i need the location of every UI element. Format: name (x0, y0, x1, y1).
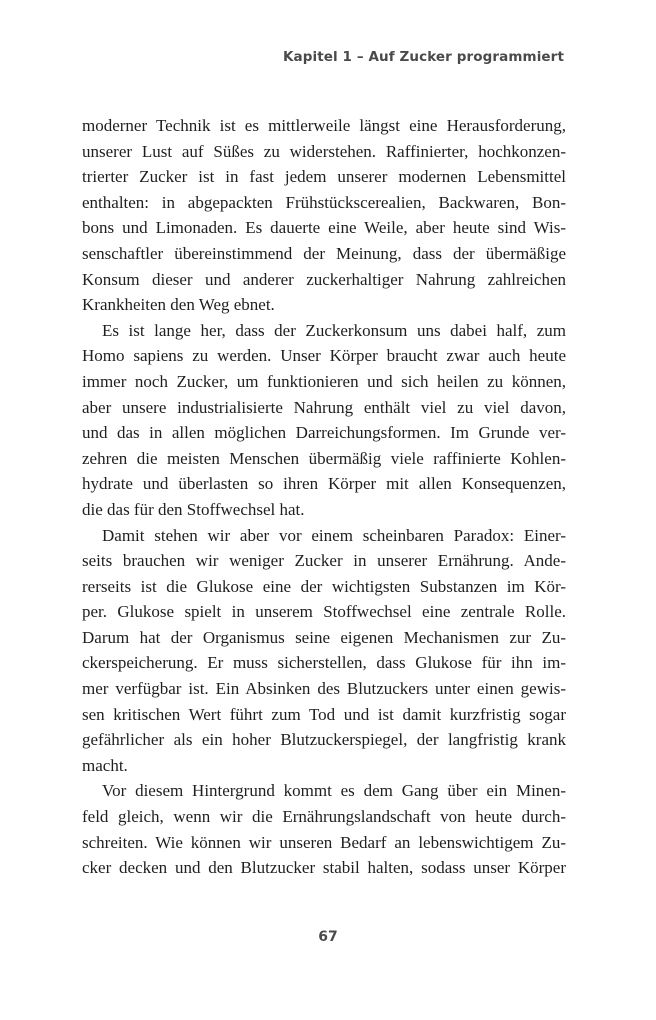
text-line: per. Glukose spielt in unserem Stoffwechsel eine zentrale Rolle. (82, 602, 566, 622)
page-number: 67 (318, 929, 338, 945)
text-line: bons und Limonaden. Es dauerte eine Weile, aber heute sind Wis- (82, 218, 566, 238)
text-line: Es ist lange her, dass der Zuckerkonsum uns dabei half, zum (102, 320, 566, 340)
text-line: hydrate und überlasten so ihren Körper mit allen Konsequenzen, (82, 474, 566, 494)
text-line: aber unsere industrialisierte Nahrung enthält viel zu viel davon, (82, 397, 566, 417)
text-line: Darum hat der Organismus seine eigenen Mechanismen zur Zu- (82, 627, 566, 647)
text-line: Krankheiten den Weg ebnet. (82, 295, 275, 315)
text-line: Vor diesem Hintergrund kommt es dem Gang über ein Minen- (102, 781, 566, 801)
text-line: senschaftler übereinstimmend der Meinung, dass der übermäßige (82, 243, 566, 263)
running-header: Kapitel 1 – Auf Zucker programmiert (282, 49, 564, 65)
body-text (82, 113, 566, 881)
text-line: macht. (82, 755, 128, 775)
text-line: unserer Lust auf Süßes zu widerstehen. Raffinierter, hochkonzen- (82, 141, 566, 161)
text-line: cker decken und den Blutzucker stabil halten, sodass unser Körper (82, 858, 566, 878)
text-line: sen kritischen Wert führt zum Tod und ist damit kurzfristig sogar (82, 704, 566, 724)
text-line: moderner Technik ist es mittlerweile längst eine Herausforderung, (82, 116, 566, 135)
text-line: seits brauchen wir weniger Zucker in unserer Ernährung. Ande- (82, 551, 566, 571)
text-line: enthalten: in abgepackten Frühstückscerealien, Backwaren, Bon- (82, 192, 566, 212)
text-line: Damit stehen wir aber vor einem scheinbaren Paradox: Einer- (102, 525, 566, 545)
text-line: Homo sapiens zu werden. Unser Körper braucht zwar auch heute (82, 346, 566, 366)
text-line: trierter Zucker ist in fast jedem unserer modernen Lebensmittel (82, 167, 566, 187)
text-line: rerseits ist die Glukose eine der wichtigsten Substanzen im Kör- (82, 576, 566, 596)
text-line: und das in allen möglichen Darreichungsformen. Im Grunde ver- (82, 423, 566, 443)
text-line: feld gleich, wenn wir die Ernährungslandschaft von heute durch- (82, 807, 566, 827)
text-line: ckerspeicherung. Er muss sicherstellen, dass Glukose für ihn im- (82, 653, 566, 673)
text-line: mer verfügbar ist. Ein Absinken des Blutzuckers unter einen gewis- (82, 679, 566, 699)
text-line: zehren die meisten Menschen übermäßig viele raffinierte Kohlen- (82, 448, 566, 468)
text-line: gefährlicher als ein hoher Blutzuckerspiegel, der langfristig krank (82, 730, 566, 750)
text-line: die das für den Stoffwechsel hat. (82, 499, 305, 519)
text-line: immer noch Zucker, um funktionieren und sich heilen zu können, (82, 371, 566, 391)
text-line: Konsum dieser und anderer zuckerhaltiger Nahrung zahlreichen (82, 269, 566, 289)
text-line: schreiten. Wie können wir unseren Bedarf an lebenswichtigem Zu- (82, 832, 566, 852)
